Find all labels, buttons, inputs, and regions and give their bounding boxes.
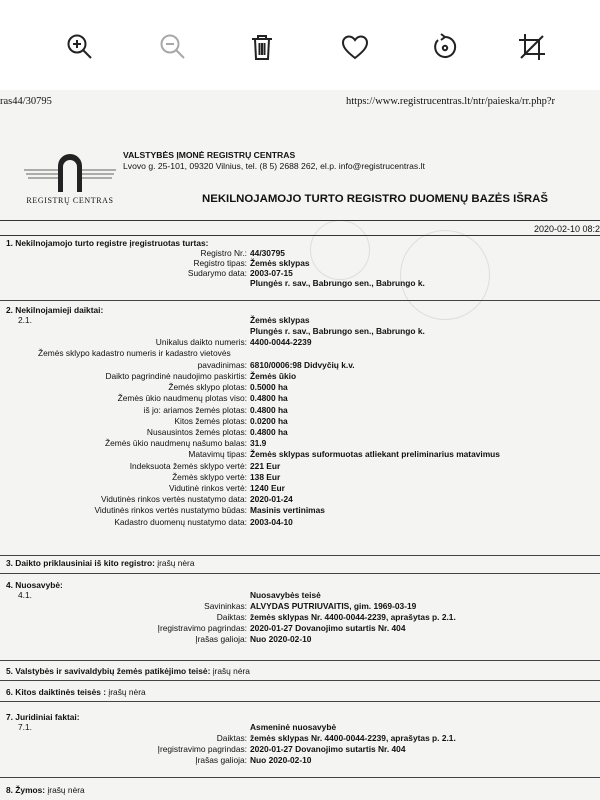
section-4-label: Įregistravimo pagrindas:	[157, 623, 247, 633]
section-1-address: Plungės r. sav., Babrungo sen., Babrungo k.	[250, 278, 425, 288]
section-4-value: žemės sklypas Nr. 4400-0044-2239, aprašytas p. 2.1.	[250, 612, 456, 622]
registru-centras-logo	[22, 152, 118, 206]
zoom-out-icon	[158, 32, 188, 62]
section-4-value: Nuo 2020-02-10	[250, 634, 312, 644]
section-separator	[0, 573, 600, 574]
section-1-label: Sudarymo data:	[187, 268, 247, 278]
section-1-value: 44/30795	[250, 248, 285, 258]
section-4-item-number: 4.1.	[18, 590, 32, 600]
section-2-value: 31.9	[250, 438, 267, 449]
delete-button[interactable]	[245, 30, 279, 64]
heart-icon	[340, 32, 370, 62]
section-1-value: 2003-07-15	[250, 268, 293, 278]
section-7-row	[0, 744, 600, 754]
document-title: NEKILNOJAMOJO TURTO REGISTRO DUOMENŲ BAZĖS IŠRAŠ	[202, 193, 548, 205]
section-separator	[0, 701, 600, 702]
section-2-cadastre-number: pavadinimas: 6810/0006:98 Didvyčių k.v.	[197, 360, 355, 370]
section-8-title: 8. Žymos: įrašų nėra	[6, 785, 85, 795]
section-2-value: 2020-01-24	[250, 494, 293, 505]
section-7-label: Įrašas galioja:	[195, 755, 247, 765]
section-4-value: 2020-01-27 Dovanojimo sutartis Nr. 404	[250, 623, 406, 633]
section-2-label: Vidutinės rinkos vertės nustatymo data:	[100, 494, 247, 505]
section-2-value: 0.0200 ha	[250, 415, 288, 426]
scanned-document	[0, 90, 600, 800]
section-2-row	[0, 416, 600, 426]
section-3-title: 3. Daikto priklausiniai iš kito registro: įrašų nėra	[6, 558, 195, 568]
section-2-type: Žemės sklypas	[250, 315, 310, 325]
zoom-in-button[interactable]	[63, 30, 97, 64]
section-1-title: 1. Nekilnojamojo turto registre įregistruotas turtas:	[6, 238, 209, 248]
organization-address: Lvovo g. 25-101, 09320 Vilnius, tel. (8 5) 2688 262, el.p. info@registrucentras.lt	[123, 161, 425, 171]
section-2-label: Daikto pagrindinė naudojimo paskirtis:	[105, 371, 247, 381]
section-separator	[0, 555, 600, 556]
trash-icon	[247, 32, 277, 62]
section-2-value: 138 Eur	[250, 471, 281, 482]
section-2-label: Matavimų tipas:	[188, 449, 247, 460]
section-7-label: Įregistravimo pagrindas:	[157, 744, 247, 754]
section-2-row	[0, 449, 600, 459]
favorite-button[interactable]	[338, 30, 372, 64]
rotate-button[interactable]	[428, 30, 462, 64]
section-2-value: 1240 Eur	[250, 483, 285, 493]
section-2-label: Vidutinės rinkos vertės nustatymo būdas:	[94, 505, 247, 516]
section-2-label: Žemės sklypo vertė:	[172, 471, 247, 482]
print-header-url: https://www.registrucentras.lt/ntr/paieska/rr.php?r	[346, 96, 555, 107]
section-6-title: 6. Kitos daiktinės teisės : įrašų nėra	[6, 687, 146, 697]
rotate-icon	[430, 32, 460, 62]
section-2-row	[0, 483, 600, 493]
section-1-row	[0, 268, 600, 278]
section-2-value: Masinis vertinimas	[250, 505, 325, 516]
zoom-in-icon	[65, 32, 95, 62]
section-2-row	[0, 393, 600, 403]
print-header-left: ras44/30795	[0, 96, 52, 107]
section-4-label: Įrašas galioja:	[195, 634, 247, 644]
section-2-row	[0, 427, 600, 437]
image-viewer-toolbar	[0, 0, 600, 90]
document-date: 2020-02-10 08:2	[533, 224, 600, 234]
section-1-value: Žemės sklypas	[250, 258, 310, 268]
organization-block	[123, 150, 425, 172]
section-2-label: Žemės ūkio naudmenų plotas viso:	[117, 393, 247, 404]
section-2-row	[0, 494, 600, 504]
section-7-type: Asmeninė nuosavybė	[250, 722, 337, 732]
section-2-row	[0, 505, 600, 515]
section-7-value: žemės sklypas Nr. 4400-0044-2239, aprašytas p. 2.1.	[250, 733, 456, 743]
section-7-value: 2020-01-27 Dovanojimo sutartis Nr. 404	[250, 744, 406, 754]
section-2-value: Žemės sklypas suformuotas atliekant preliminarius matavimus	[250, 449, 500, 460]
section-2-label: Nusausintos žemės plotas:	[146, 427, 247, 437]
section-4-row	[0, 612, 600, 622]
section-2-value: 0.4800 ha	[250, 404, 288, 415]
section-7-value: Nuo 2020-02-10	[250, 755, 312, 765]
section-2-row	[0, 382, 600, 392]
section-2-row	[0, 405, 600, 415]
section-2-value: Žemės ūkio	[250, 371, 297, 381]
title-rule	[0, 220, 600, 221]
section-2-unique-number: Unikalus daikto numeris: 4400-0044-2239	[155, 337, 312, 347]
section-2-label: iš jo: ariamos žemės plotas:	[143, 404, 247, 415]
section-1-row	[0, 258, 600, 268]
section-7-label: Daiktas:	[216, 733, 247, 743]
section-1-label: Registro tipas:	[193, 258, 247, 268]
section-2-value: 2003-04-10	[250, 516, 293, 527]
crop-button[interactable]	[515, 30, 549, 64]
organization-name: VALSTYBĖS ĮMONĖ REGISTRŲ CENTRAS	[123, 150, 296, 160]
logo-text: REGISTRŲ CENTRAS	[26, 196, 114, 205]
section-2-row	[0, 438, 600, 448]
crop-icon	[517, 32, 547, 62]
section-1-row	[0, 248, 600, 258]
section-2-label: Žemės ūkio naudmenų našumo balas:	[105, 438, 247, 449]
section-4-row	[0, 623, 600, 633]
zoom-out-button[interactable]	[156, 30, 190, 64]
section-2-label: Kitos žemės plotas:	[174, 415, 247, 426]
section-2-value: 221 Eur	[250, 460, 281, 471]
section-4-label: Savininkas:	[204, 601, 247, 611]
section-2-item-number: 2.1.	[18, 315, 32, 325]
section-separator	[0, 660, 600, 661]
section-4-row	[0, 601, 600, 611]
section-separator	[0, 680, 600, 681]
section-4-title: 4. Nuosavybė:	[6, 580, 63, 590]
section-separator	[0, 777, 600, 778]
section-2-title: 2. Nekilnojamieji daiktai:	[6, 305, 104, 315]
section-2-label: Žemės sklypo plotas:	[168, 382, 247, 393]
section-2-label: Kadastro duomenų nustatymo data:	[114, 516, 247, 527]
section-4-value: ALVYDAS PUTRIUVAITIS, gim. 1969-03-19	[250, 601, 417, 611]
section-5-title: 5. Valstybės ir savivaldybių žemės patikėjimo teisė: įrašų nėra	[6, 666, 250, 676]
logo-arch-icon	[22, 152, 118, 196]
section-2-cadastre-label: Žemės sklypo kadastro numeris ir kadastro vietovės	[38, 348, 231, 358]
section-7-row	[0, 733, 600, 743]
section-2-row	[0, 371, 600, 381]
section-2-value: 0.4800 ha	[250, 393, 288, 404]
section-2-row	[0, 517, 600, 527]
section-4-row	[0, 634, 600, 644]
section-2-row	[0, 461, 600, 471]
section-2-label: Vidutinė rinkos vertė:	[168, 483, 247, 493]
section-2-address: Plungės r. sav., Babrungo sen., Babrungo k.	[250, 326, 425, 336]
section-7-title: 7. Juridiniai faktai:	[6, 712, 80, 722]
section-2-row	[0, 472, 600, 482]
section-4-label: Daiktas:	[216, 612, 247, 622]
section-2-label: Indeksuota žemės sklypo vertė:	[129, 460, 247, 471]
section-2-value: 0.5000 ha	[250, 382, 288, 393]
section-7-item-number: 7.1.	[18, 722, 32, 732]
date-rule	[0, 235, 600, 236]
section-2-value: 0.4800 ha	[250, 427, 288, 437]
section-1-label: Registro Nr.:	[200, 248, 247, 258]
section-separator	[0, 300, 600, 301]
section-4-type: Nuosavybės teisė	[250, 590, 321, 600]
section-7-row	[0, 755, 600, 765]
